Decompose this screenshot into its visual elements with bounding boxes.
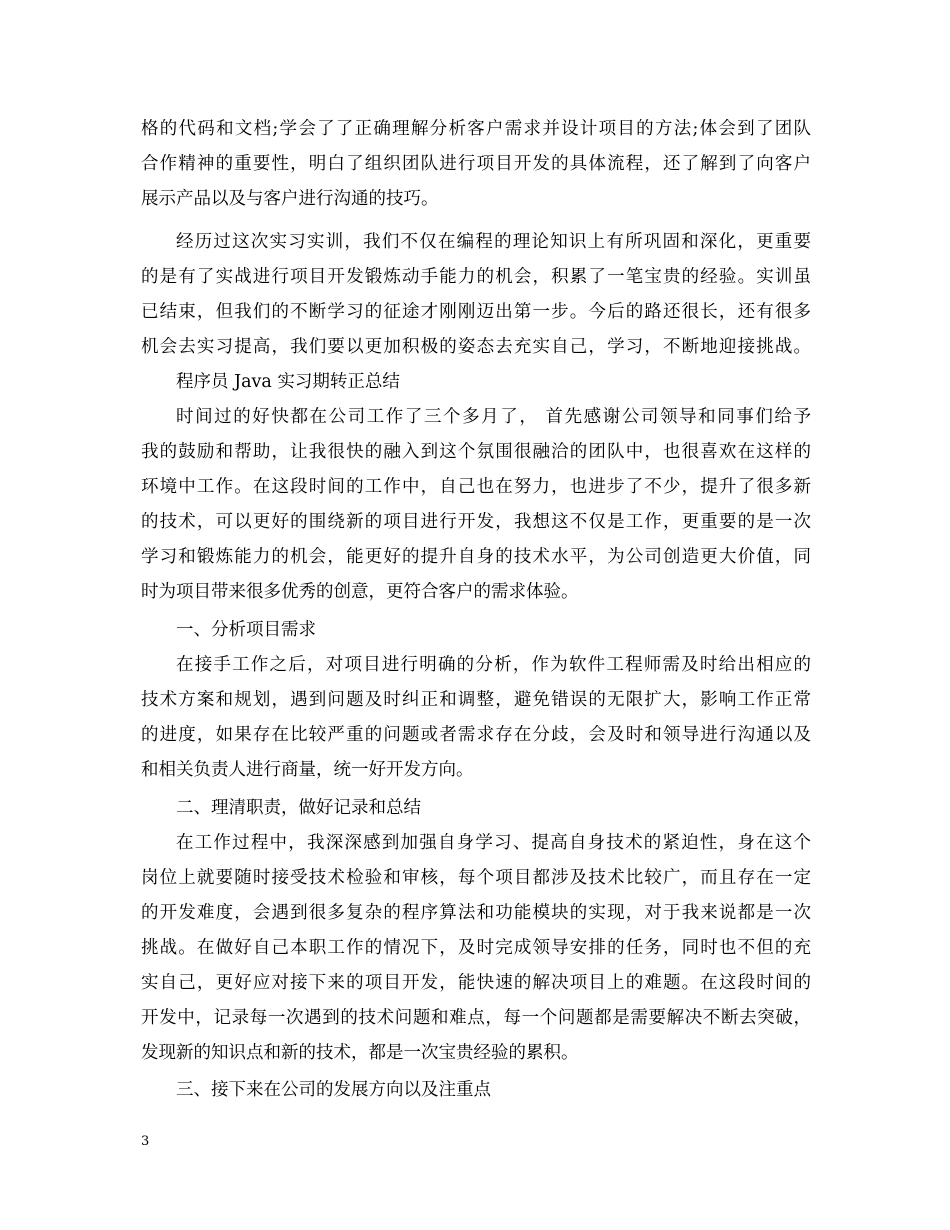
- text-line: 技术方案和规划，遇到问题及时纠正和调整，避免错误的无限扩大，影响工作正常: [141, 690, 811, 710]
- paragraph-first-line: 时间过的好快都在公司工作了三个多月了， 首先感谢公司领导和同事们给予: [176, 407, 811, 427]
- text-line: 的进度，如果存在比较严重的问题或者需求存在分歧，会及时和领导进行沟通以及: [141, 725, 811, 745]
- text-line: 学习和锻炼能力的机会，能更好的提升自身的技术水平，为公司创造更大价值，同: [141, 547, 811, 567]
- section-heading: 三、接下来在公司的发展方向以及注重点: [176, 1080, 491, 1100]
- section-heading: 二、理清职责，做好记录和总结: [176, 798, 421, 818]
- paragraph-first-line: 在接手工作之后，对项目进行明确的分析，作为软件工程师需及时给出相应的: [176, 655, 811, 675]
- text-line: 展示产品以及与客户进行沟通的技巧。: [141, 189, 439, 209]
- section-heading: 一、分析项目需求: [176, 620, 316, 640]
- text-line: 和相关负责人进行商量，统一好开发方向。: [141, 760, 474, 780]
- paragraph-first-line: 在工作过程中，我深深感到加强自身学习、提高自身技术的紧迫性，身在这个: [176, 833, 811, 853]
- paragraph-first-line: 经历过这次实习实训，我们不仅在编程的理论知识上有所巩固和深化，更重要: [176, 232, 811, 252]
- text-line: 开发中，记录每一次遇到的技术问题和难点，每一个问题都是需要解决不断去突破，: [141, 1008, 811, 1028]
- text-line: 格的代码和文档;学会了了正确理解分析客户需求并设计项目的方法;体会到了团队: [141, 119, 811, 139]
- section-title: 程序员 Java 实习期转正总结: [176, 372, 400, 392]
- text-line: 实自己，更好应对接下来的项目开发，能快速的解决项目上的难题。在这段时间的: [141, 973, 811, 993]
- text-line: 的开发难度，会遇到很多复杂的程序算法和功能模块的实现，对于我来说都是一次: [141, 903, 811, 923]
- text-line: 已结束，但我们的不断学习的征途才刚刚迈出第一步。今后的路还很长，还有很多: [141, 302, 811, 322]
- text-line: 我的鼓励和帮助，让我很快的融入到这个氛围很融洽的团队中，也很喜欢在这样的: [141, 442, 811, 462]
- text-line: 发现新的知识点和新的技术，都是一次宝贵经验的累积。: [141, 1043, 579, 1063]
- text-line: 挑战。在做好自己本职工作的情况下，及时完成领导安排的任务，同时也不但的充: [141, 938, 811, 958]
- text-line: 环境中工作。在这段时间的工作中，自己也在努力，也进步了不少，提升了很多新: [141, 477, 811, 497]
- text-line: 时为项目带来很多优秀的创意，更符合客户的需求体验。: [141, 582, 579, 602]
- text-line: 岗位上就要随时接受技术检验和审核，每个项目都涉及技术比较广，而且存在一定: [141, 868, 811, 888]
- text-line: 机会去实习提高，我们要以更加积极的姿态去充实自己，学习，不断地迎接挑战。: [141, 337, 811, 357]
- text-line: 的是有了实战进行项目开发锻炼动手能力的机会，积累了一笔宝贵的经验。实训虽: [141, 267, 811, 287]
- page-number: 3: [141, 1134, 150, 1149]
- text-line: 的技术，可以更好的围绕新的项目进行开发，我想这不仅是工作，更重要的是一次: [141, 512, 811, 532]
- text-line: 合作精神的重要性，明白了组织团队进行项目开发的具体流程，还了解到了向客户: [141, 154, 811, 174]
